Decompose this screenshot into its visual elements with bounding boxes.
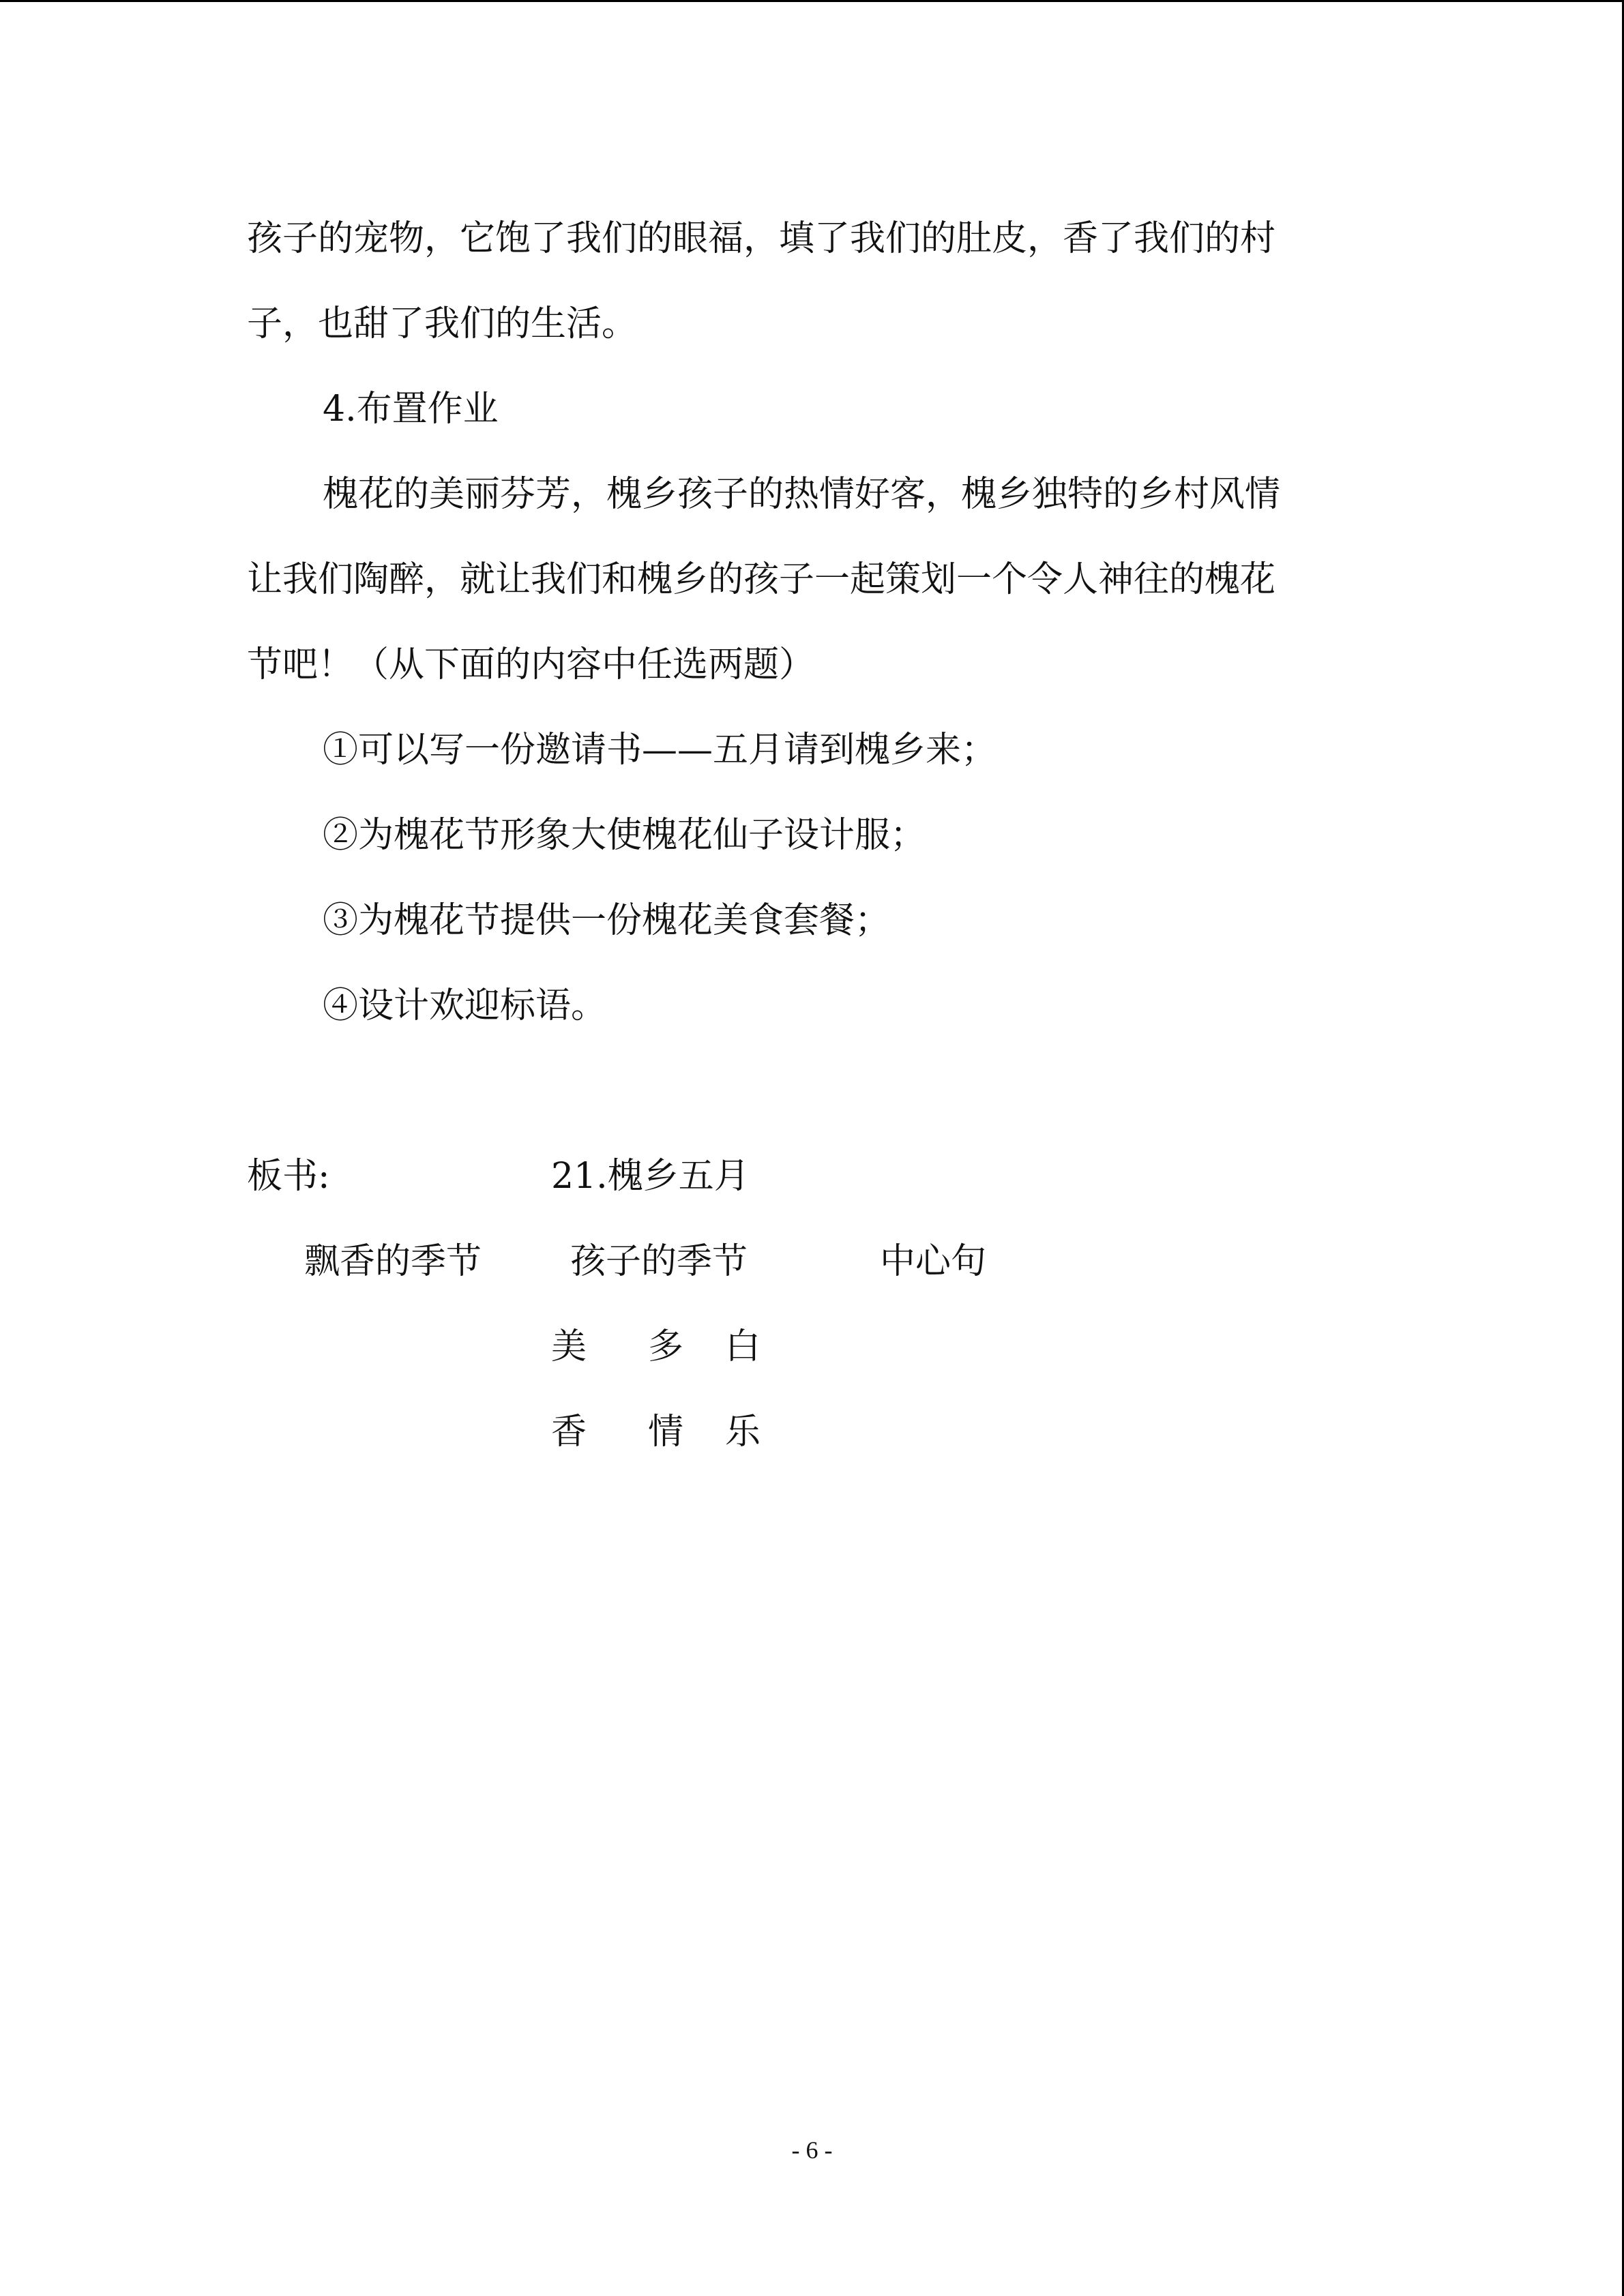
board-word: 白 [725,1326,761,1367]
board-word: 美 [551,1326,587,1367]
board-column-heading: 孩子的季节 [570,1241,748,1282]
paragraph-line: 节吧！（从下面的内容中任选两题） [247,644,815,685]
page-top-border [0,0,1624,2]
page-number: - 6 - [791,2136,833,2164]
option-item: ②为槐花节形象大使槐花仙子设计服； [323,815,926,856]
board-word: 乐 [725,1412,761,1452]
board-column-heading: 飘香的季节 [304,1241,482,1282]
paragraph-line: 让我们陶醉，就让我们和槐乡的孩子一起策划一个令人神往的槐花 [247,559,1276,600]
board-label: 板书: [247,1156,330,1197]
board-word: 香 [551,1412,587,1452]
option-item: ③为槐花节提供一份槐花美食套餐； [323,900,891,941]
board-word: 多 [648,1326,684,1367]
paragraph-line: 孩子的宠物，它饱了我们的眼福，填了我们的肚皮，香了我们的村 [247,218,1276,259]
option-item: ④设计欢迎标语。 [323,985,607,1026]
section-heading: 4.布置作业 [323,389,499,430]
board-column-heading: 中心句 [880,1241,987,1282]
option-item: ①可以写一份邀请书——五月请到槐乡来； [323,730,997,771]
paragraph-line: 子，也甜了我们的生活。 [247,303,638,344]
paragraph-line: 槐花的美丽芬芳，槐乡孩子的热情好客，槐乡独特的乡村风情 [323,474,1281,515]
board-word: 情 [648,1412,684,1452]
board-title: 21.槐乡五月 [551,1156,750,1197]
